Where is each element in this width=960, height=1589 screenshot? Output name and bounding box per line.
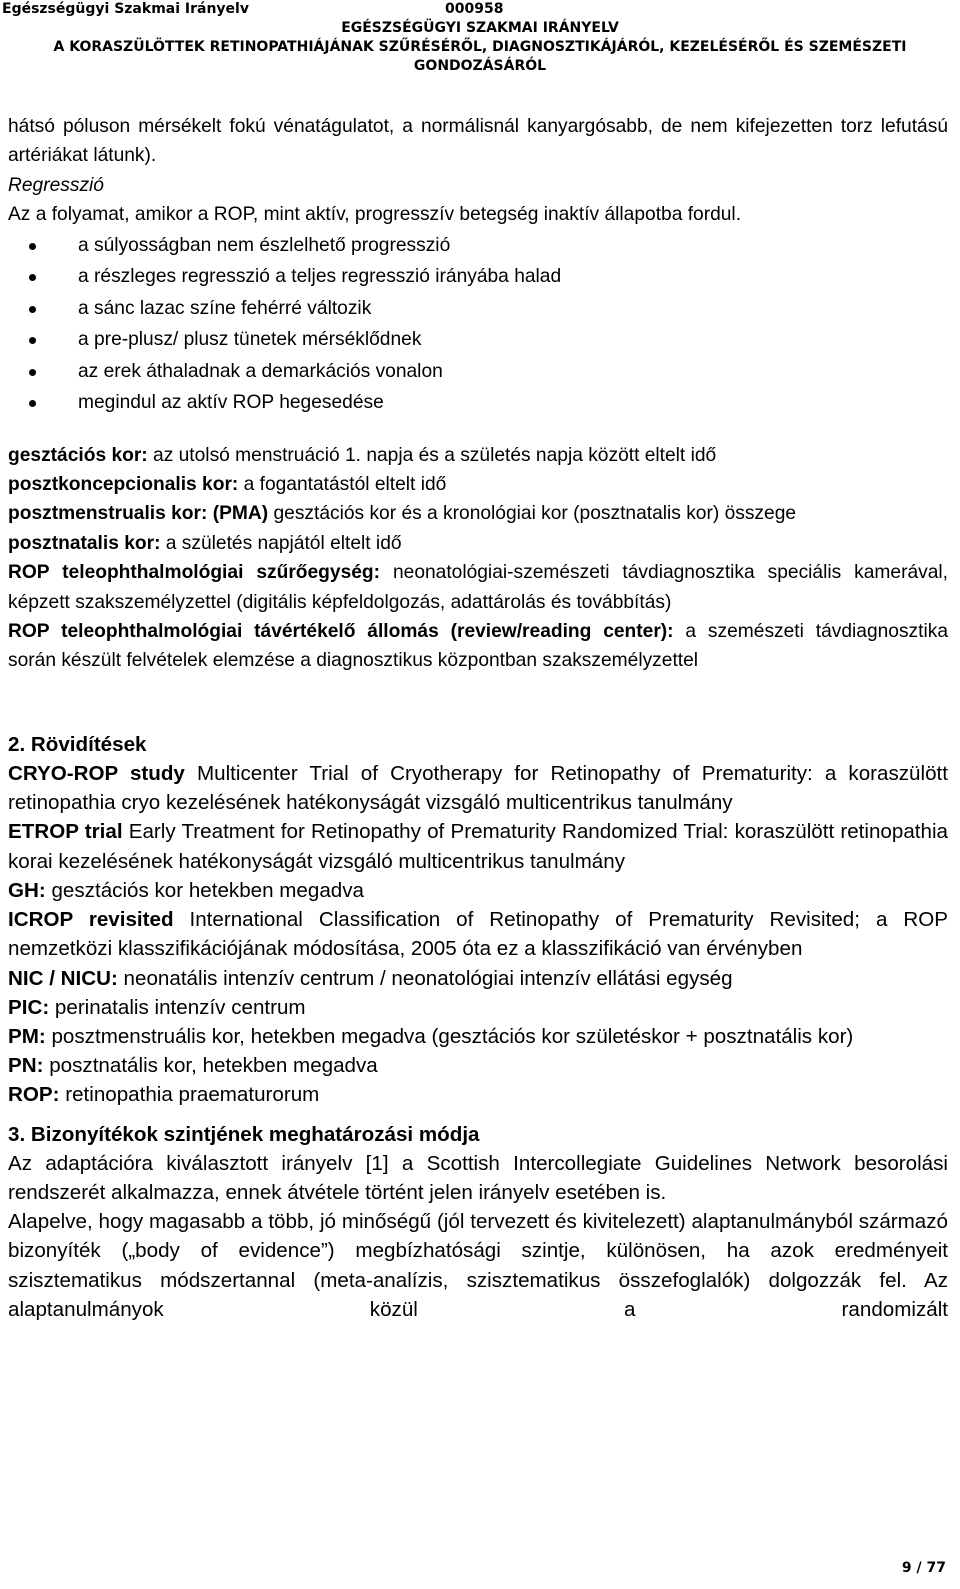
section-3-paragraph-1: Az adaptációra kiválasztott irányelv [1] a Scottish Intercollegiate Guidelines Network besorolási rendszerét alkalmazza, ennek átvétele történt jelen irányelv esetében is.	[8, 1151, 948, 1204]
abbrev-gh: GH: gesztációs kor hetekben megadva	[8, 878, 364, 902]
list-item: a részleges regresszió a teljes regresszió irányába halad	[78, 261, 948, 293]
list-item: a sánc lazac színe fehérré változik	[78, 293, 948, 325]
list-item: megindul az aktív ROP hegesedése	[78, 387, 948, 419]
abbrev-rop: ROP: retinopathia praematurorum	[8, 1083, 320, 1107]
regression-paragraph: Az a folyamat, amikor a ROP, mint aktív, progresszív betegség inaktív állapotba fordul.	[8, 204, 742, 226]
bullet-icon	[29, 369, 36, 376]
intro-paragraph: hátsó póluson mérsékelt fokú vénatágulatot, a normálisnál kanyargósabb, de nem kifejezetten torz lefutású artériákat látunk).	[8, 116, 948, 167]
bullet-icon	[29, 306, 36, 313]
definition-postnatal-age: posztnatalis kor: a születés napjától eltelt idő	[8, 532, 402, 554]
definition-reading-center: ROP teleophthalmológiai távértékelő állomás (review/reading center): a szemészeti távdiagnosztika során készült felvételek elemzése a diagnosztikus központban szakszemélyzettel	[8, 621, 948, 672]
regression-heading: Regresszió	[8, 174, 104, 196]
bullet-icon	[29, 274, 36, 281]
abbrev-etrop: ETROP trial Early Treatment for Retinopathy of Prematurity Randomized Trial: koraszülött retinopathia korai kezelésének hatékonyságát vizsgáló multicentrikus tanulmány	[8, 820, 948, 873]
section-2-title: 2. Rövidítések	[8, 732, 147, 756]
abbrev-nicu: NIC / NICU: neonatális intenzív centrum / neonatológiai intenzív ellátási egység	[8, 966, 733, 990]
definition-postmenstrual-age: posztmenstrualis kor: (PMA) gesztációs kor és a kronológiai kor (posztnatalis kor) összege	[8, 503, 797, 525]
header-title-line-3: GONDOZÁSÁRÓL	[413, 58, 547, 74]
section-3-paragraph-2: Alapelve, hogy magasabb a több, jó minőségű (jól tervezett és kivitelezett) alaptanulmányból származó bizonyíték („body of evidence”) megbízhatósági szintje, különösen, ha azok eredményeit szisztematikus módszertannal (meta-analízis, szisztematikus összefoglalók) dolgozzák fel. Az alaptanulmányok közül a randomizált	[8, 1210, 948, 1321]
list-item: az erek áthaladnak a demarkációs vonalon	[78, 356, 948, 388]
list-item: a súlyosságban nem észlelhető progresszió	[78, 230, 948, 262]
definition-screening-unit: ROP teleophthalmológiai szűrőegység: neonatológiai-szemészeti távdiagnosztika speciális kamerával, képzett szakszemélyzettel (digitális képfeldolgozás, adattárolás és továbbítás)	[8, 562, 948, 613]
header-title-line-1: EGÉSZSÉGÜGYI SZAKMAI IRÁNYELV	[341, 20, 619, 36]
abbrev-pm: PM: posztmenstruális kor, hetekben megadva (gesztációs kor születéskor + posztnatális kor)	[8, 1024, 854, 1048]
abbrev-icrop: ICROP revisited International Classification of Retinopathy of Prematurity Revisited; a ROP nemzetközi klasszifikációjának módosítása, 2005 óta ez a klasszifikáció van érvényben	[8, 908, 948, 961]
header-title-line-2: A KORASZÜLÖTTEK RETINOPATHIÁJÁNAK SZŰRÉSÉRŐL, DIAGNOSZTIKÁJÁRÓL, KEZELÉSÉRŐL ÉS SZEMÉSZETI	[53, 39, 907, 55]
abbrev-pic: PIC: perinatalis intenzív centrum	[8, 995, 306, 1019]
bullet-icon	[29, 337, 36, 344]
page-number: 9 / 77	[901, 1560, 946, 1576]
abbrev-cryo-rop: CRYO-ROP study Multicenter Trial of Cryotherapy for Retinopathy of Prematurity: a koraszülött retinopathia cryo kezelésének hatékonyságát vizsgáló multicentrikus tanulmány	[8, 762, 948, 815]
page-header	[0, 0, 960, 96]
section-3-title: 3. Bizonyítékok szintjének meghatározási módja	[8, 1122, 480, 1146]
document-body	[8, 112, 948, 1324]
regression-bullet-list	[8, 230, 948, 419]
header-guideline-label: Egészségügyi Szakmai Irányelv	[2, 1, 249, 17]
bullet-icon	[29, 400, 36, 407]
header-document-number: 000958	[445, 1, 504, 17]
abbrev-pn: PN: posztnatális kor, hetekben megadva	[8, 1054, 378, 1078]
bullet-icon	[29, 243, 36, 250]
definition-postconceptional-age: posztkoncepcionalis kor: a fogantatástól eltelt idő	[8, 474, 447, 496]
list-item: a pre-plusz/ plusz tünetek mérséklődnek	[78, 324, 948, 356]
definition-gestational-age: gesztációs kor: az utolsó menstruáció 1. napja és a születés napja között eltelt idő	[8, 444, 717, 466]
